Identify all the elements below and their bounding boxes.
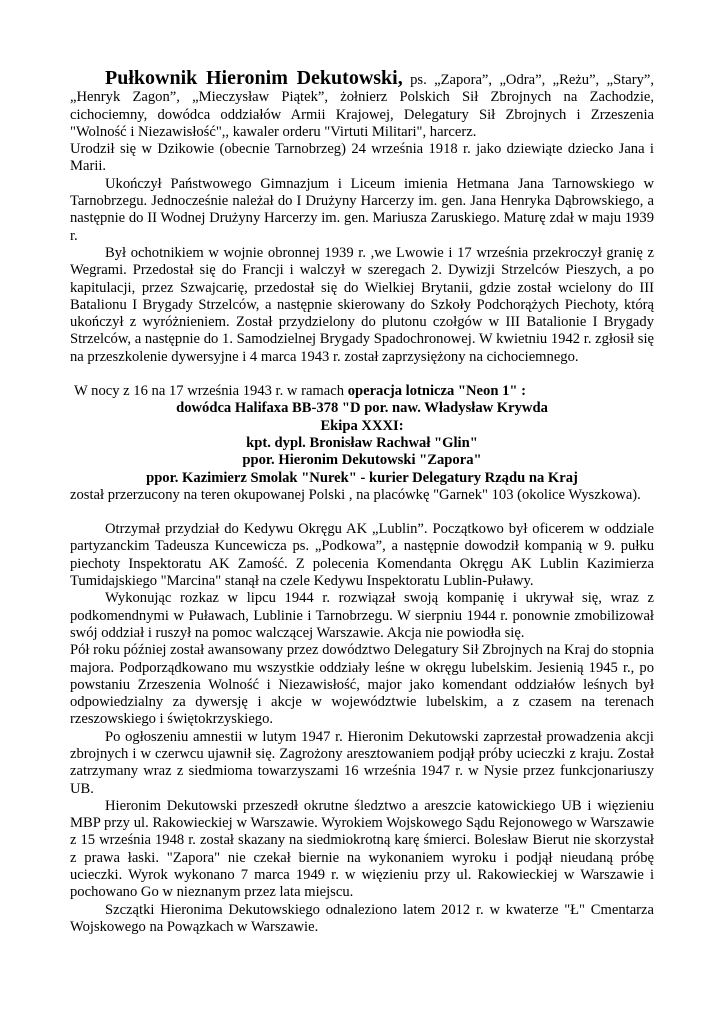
operation-member-3: ppor. Kazimierz Smolak "Nurek" - kurier Delegatury Rządu na Kraj xyxy=(146,469,578,486)
operation-commander: dowódca Halifaxa BB-378 "D por. naw. Władysław Krywda xyxy=(176,400,548,417)
education-paragraph: Ukończył Państwowego Gimnazjum i Liceum imienia Hetmana Jana Tarnowskiego w Tarnobrzegu. Jednocześnie należał do I Drużyny Harcerzy im. gen. Jana Henryka Dąbrowskiego, a następnie do II Wodnej Drużyny Harcerzy im. gen. Mariusza Zaruskiego. Maturę zdał w maju 1939 r. xyxy=(70,175,654,244)
remains-paragraph: Szczątki Hieronima Dekutowskiego odnaleziono latem 2012 r. w kwaterze "Ł" Cmentarza Wojskowego na Powązkach w Warszawie. xyxy=(70,901,654,935)
operation-member-1: kpt. dypl. Bronisław Rachwał "Glin" xyxy=(246,434,478,451)
operation-intro-plain: W nocy z 16 na 17 września 1943 r. w ramach xyxy=(74,383,348,400)
person-name-title: Pułkownik Hieronim Dekutowski, xyxy=(105,67,403,89)
spacer xyxy=(70,366,654,383)
assignment-paragraph: Otrzymał przydział do Kedywu Okręgu AK „Lublin”. Początkowo był oficerem w oddziale partyzanckim Tadeusza Kuncewicza ps. „Podkowa”, a następnie dowodził kompanią w 9. pułku piechoty Inspektoratu AK Zamość. Z polecenia Komendanta Okręgu AK Lublin Kazimierza Tumidajskiego "Marcina" stanął na czele Kedywu Inspektoratu Lublin-Puławy. xyxy=(70,521,654,590)
spacer xyxy=(70,504,654,521)
promotion-paragraph: Pół roku później został awansowany przez dowództwo Delegatury Sił Zbrojnych na Kraj do stopnia majora. Podporządkowano mu wszystkie oddziały leśne w okręgu lubelskim. Jesienią 1945 r., po powstaniu Zrzeszenia Wolność i Niezawisłość, major jako komendant oddziałów leśnych był odpowiedzialny za dywersję i akcje w województwie lubelskim, a z czasem na terenach rzeszowskiego i świętokrzyskiego. xyxy=(70,642,655,728)
intro-paragraph xyxy=(70,67,654,141)
operation-member-2: ppor. Hieronim Dekutowski "Zapora" xyxy=(242,452,482,469)
operation-name: operacja lotnicza "Neon 1" : xyxy=(347,383,527,400)
operation-team: Ekipa XXXI: xyxy=(320,417,404,434)
investigation-paragraph: Hieronim Dekutowski przeszedł okrutne śledztwo a areszcie katowickiego UB i więzieniu MBP przy ul. Rakowieckiej w Warszawie. Wyrokiem Wojskowego Sądu Rejonowego w Warszawie z 15 września 1948 r. został skazany na siedmiokrotną karę śmierci. Bolesław Bierut nie skorzystał z prawa łaski. "Zapora" nie czekał biernie na wykonaniem wyroku i podjął nieudaną próbę ucieczki. Wyrok wykonano 7 marca 1949 r. w więzieniu przy ul. Rakowieckiej w Warszawie i pochowano Go w nieznanym przez lata miejscu. xyxy=(70,797,654,901)
order-1944-paragraph: Wykonując rozkaz w lipcu 1944 r. rozwiązał swoją kompanię i ukrywał się, wraz z podkomendnymi w Puławach, Lublinie i Tarnobrzegu. W sierpniu 1944 r. ponownie zmobilizował swój oddział i ruszył na pomoc walczącej Warszawie. Akcja nie powiodła się. xyxy=(70,590,654,641)
operation-dropped: został przerzucony na teren okupowanej Polski , na placówkę "Garnek" 103 (okolice Wyszkowa). xyxy=(70,486,641,503)
intro-text: ps. „Zapora”, „Odra”, „Reżu”, „Stary”, „Henryk Zagon”, „Mieczysław Piątek”, żołnierz Polskich Sił Zbrojnych na Zachodzie, cichociemny, dowódca oddziałów Armii Krajowej, Delegatury Sił Zbrojnych i Zrzeszenia "Wolność i Niezawisłość",, kawaler orderu "Virtuti Militari", harcerz. xyxy=(70,72,654,140)
war-service-paragraph: Był ochotnikiem w wojnie obronnej 1939 r. ,we Lwowie i 17 września przekroczył granię z Wegrami. Przedostał się do Francji i walczył w szeregach 2. Dywizji Strzelców Pieszych, a po kapitulacji, przez Szwajcarię, przedostał się do Wielkiej Brytanii, gdzie został wcielony do III Batalionu I Brygady Strzelców, a następnie skierowany do Szkoły Podchorążych Piechoty, którą ukończył z wyróżnieniem. Został przydzielony do plutonu czołgów w III Batalionie I Brygady Strzelców, a następnie do 1. Samodzielnej Brygady Spadochronowej. W kwietniu 1942 r. zgłosił się na przeszkolenie dywersyjne i 4 marca 1943 r. został zaprzysiężony na cichociemnego. xyxy=(70,244,654,365)
amnesty-paragraph: Po ogłoszeniu amnestii w lutym 1947 r. Hieronim Dekutowski zaprzestał prowadzenia akcji zbrojnych i w czerwcu ujawnił się. Zagrożony aresztowaniem podjął próby ucieczki z kraju. Został zatrzymany wraz z siedmioma towarzyszami 16 września 1947 r. w Nysie przez funkcjonariuszy UB. xyxy=(70,728,654,797)
operation-intro xyxy=(74,383,654,400)
birth-paragraph: Urodził się w Dzikowie (obecnie Tarnobrzeg) 24 września 1918 r. jako dziewiąte dziecko Jana i Marii. xyxy=(70,141,654,175)
